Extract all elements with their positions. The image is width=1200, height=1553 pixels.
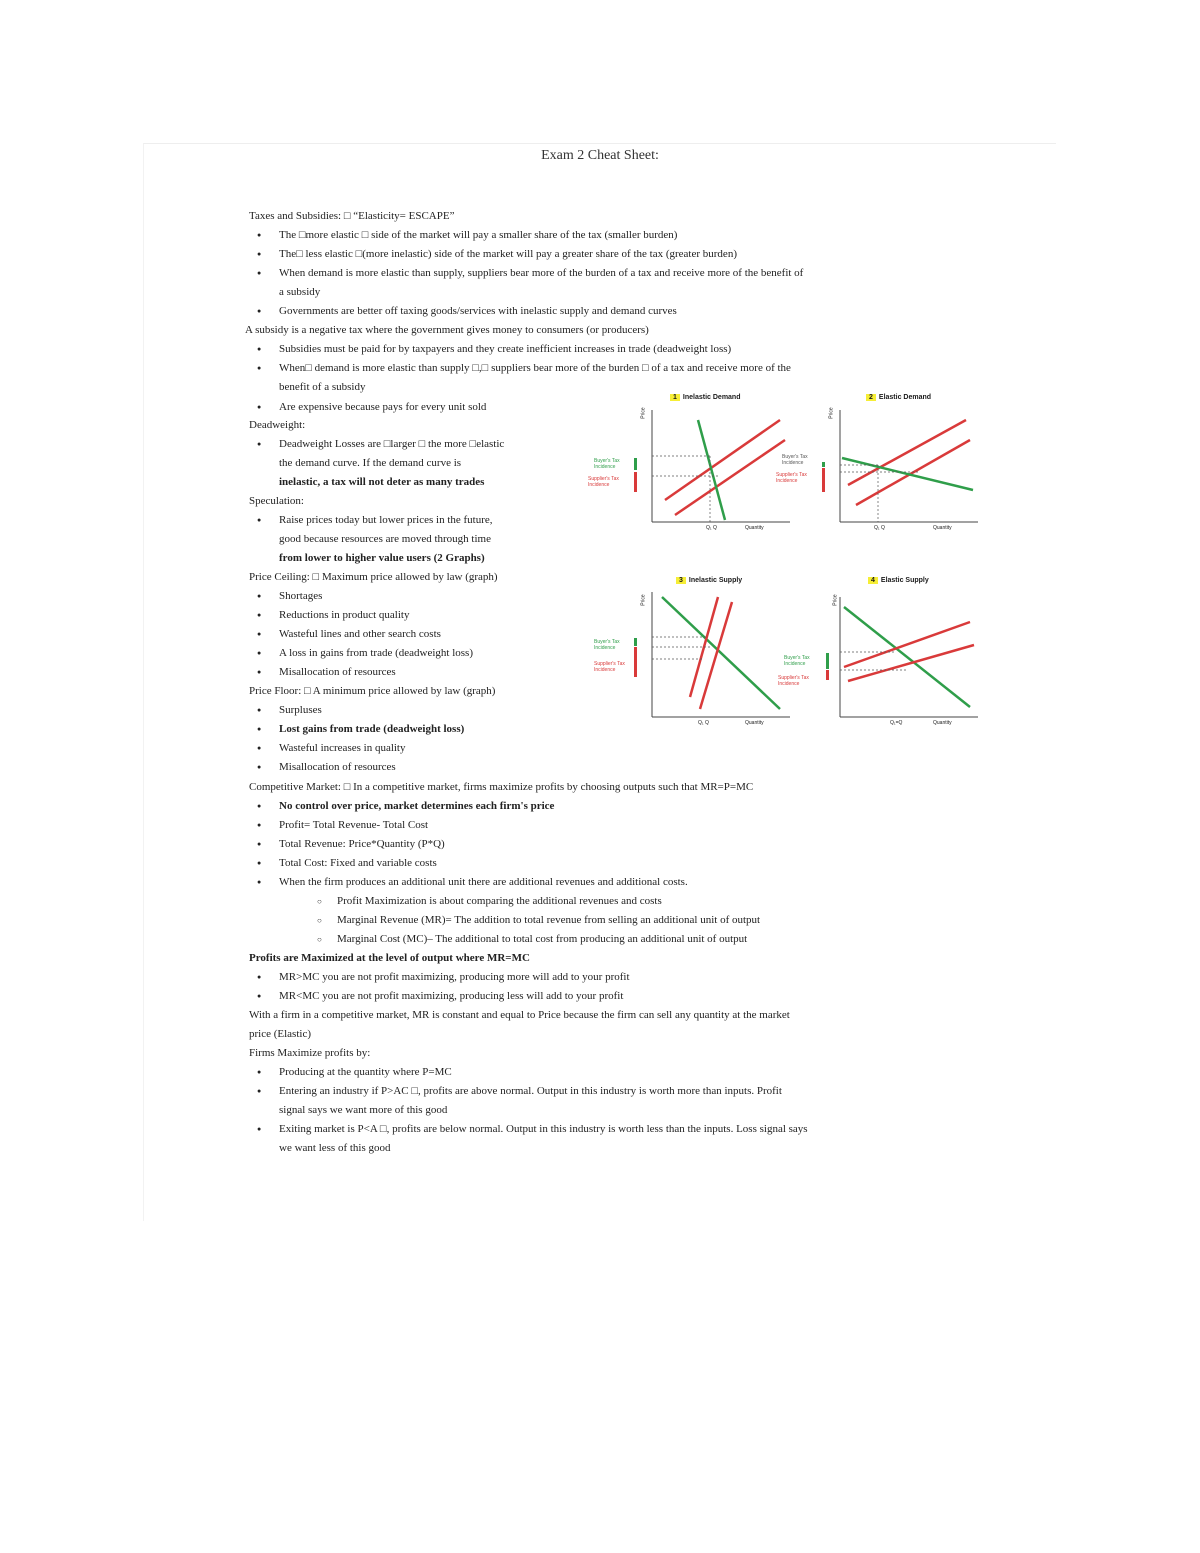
list-item: ● Total Cost: Fixed and variable costs	[279, 854, 437, 873]
supplier-tax-label: Supplier's Tax Incidence	[594, 661, 625, 673]
graph-title: Inelastic Demand	[682, 394, 741, 401]
list-item: ● Reductions in product quality	[279, 606, 409, 625]
graph-title: Inelastic Supply	[688, 577, 743, 584]
list-item: ● When demand is more elastic than supply, suppliers bear more of the burden of a tax and receive more of the benefit of	[279, 264, 803, 283]
quantity-marks: Q₁ Q	[698, 720, 709, 726]
list-item: ● Subsidies must be paid for by taxpayers and they create inefficient increases in trade (deadweight loss)	[279, 340, 731, 359]
quantity-marks: Q₁ Q	[706, 525, 717, 531]
x-axis-label: Quantity	[745, 525, 764, 531]
list-item: ● Producing at the quantity where P=MC	[279, 1063, 452, 1082]
paragraph: price (Elastic)	[249, 1028, 311, 1040]
list-item: ● No control over price, market determines each firm's price	[279, 797, 554, 816]
list-item: ● Deadweight Losses are □larger □ the more □elastic	[279, 435, 504, 454]
x-axis-label: Quantity	[745, 720, 764, 726]
supplier-tax-label: Supplier's Tax Incidence	[588, 476, 619, 488]
list-item-continued: inelastic, a tax will not deter as many trades	[279, 476, 485, 488]
section-heading: A subsidy is a negative tax where the government gives money to consumers (or producers)	[245, 324, 649, 336]
list-item: ● A loss in gains from trade (deadweight loss)	[279, 644, 473, 663]
graph-inelastic-demand	[590, 390, 800, 545]
graph-3-plot	[590, 577, 800, 727]
list-item-continued: good because resources are moved through time	[279, 533, 491, 545]
list-item: ● Lost gains from trade (deadweight loss)	[279, 720, 464, 739]
list-item: ● Wasteful lines and other search costs	[279, 625, 441, 644]
list-item-continued: the demand curve. If the demand curve is	[279, 457, 462, 469]
page-title: Exam 2 Cheat Sheet:	[541, 148, 659, 163]
list-item: ● The □more elastic □ side of the market will pay a smaller share of the tax (smaller burden)	[279, 226, 677, 245]
list-item-continued: signal says we want more of this good	[279, 1104, 448, 1116]
list-item: ● Misallocation of resources	[279, 663, 396, 682]
list-item: ● MR<MC you are not profit maximizing, producing less will add to your profit	[279, 987, 623, 1006]
list-item: ● Shortages	[279, 587, 322, 606]
y-axis-label: Price	[640, 407, 647, 419]
x-axis-label: Quantity	[933, 525, 952, 531]
sub-list-item: ○ Marginal Cost (MC)– The additional to total cost from producing an additional unit of output	[337, 930, 747, 949]
sub-list-item: ○ Profit Maximization is about comparing the additional revenues and costs	[337, 892, 662, 911]
x-axis-label: Quantity	[933, 720, 952, 726]
list-item-continued: we want less of this good	[279, 1142, 391, 1154]
list-item-continued: a subsidy	[279, 286, 321, 298]
section-heading: Taxes and Subsidies: □ “Elasticity= ESCAPE”	[249, 210, 455, 222]
supplier-tax-label: Supplier's Tax Incidence	[776, 472, 807, 484]
graph-title: Elastic Demand	[878, 394, 932, 401]
list-item-continued: benefit of a subsidy	[279, 381, 366, 393]
graph-number: 2	[866, 394, 876, 401]
list-item: ● Misallocation of resources	[279, 758, 396, 777]
graph-4-plot	[778, 577, 988, 727]
list-item: ● When the firm produces an additional unit there are additional revenues and additional costs.	[279, 873, 688, 892]
section-heading: Speculation:	[249, 495, 304, 507]
buyer-tax-label: Buyer's Tax Incidence	[594, 639, 620, 651]
graph-elastic-demand	[778, 390, 988, 545]
graph-number: 1	[670, 394, 680, 401]
y-axis-label: Price	[828, 407, 835, 419]
graph-title: Elastic Supply	[880, 577, 929, 584]
list-item: ● Entering an industry if P>AC □, profits are above normal. Output in this industry is worth more than inputs. Profit	[279, 1082, 782, 1101]
list-item: ● Exiting market is P<A □, profits are below normal. Output in this industry is worth less than the inputs. Loss signal says	[279, 1120, 808, 1139]
y-axis-label: Price	[832, 594, 839, 606]
list-item: ● Raise prices today but lower prices in the future,	[279, 511, 493, 530]
quantity-marks: Q₁ Q	[874, 525, 885, 531]
y-axis-label: Price	[640, 594, 647, 606]
section-heading: Price Floor: □ A minimum price allowed by law (graph)	[249, 685, 496, 697]
graph-elastic-supply	[778, 577, 988, 732]
supplier-tax-label: Supplier's Tax Incidence	[778, 675, 809, 687]
list-item: ● When□ demand is more elastic than supply □,□ suppliers bear more of the burden □ of a tax and receive more of the	[279, 359, 791, 378]
buyer-tax-label: Buyer's Tax Incidence	[594, 458, 620, 470]
list-item: ● MR>MC you are not profit maximizing, producing more will add to your profit	[279, 968, 630, 987]
list-item: ● The□ less elastic □(more inelastic) side of the market will pay a greater share of the tax (greater burden)	[279, 245, 737, 264]
list-item: ● Surpluses	[279, 701, 322, 720]
list-item: ● Total Revenue: Price*Quantity (P*Q)	[279, 835, 445, 854]
list-item-continued: from lower to higher value users (2 Graphs)	[279, 552, 485, 564]
sub-list-item: ○ Marginal Revenue (MR)= The addition to total revenue from selling an additional unit of output	[337, 911, 760, 930]
list-item: ● Profit= Total Revenue- Total Cost	[279, 816, 428, 835]
section-heading: Competitive Market: □ In a competitive market, firms maximize profits by choosing outputs such that MR=P=MC	[249, 781, 754, 793]
section-heading: Profits are Maximized at the level of output where MR=MC	[249, 952, 530, 964]
list-item: ● Governments are better off taxing goods/services with inelastic supply and demand curves	[279, 302, 677, 321]
section-heading: Deadweight:	[249, 419, 306, 431]
quantity-marks: Q₁=Q	[890, 720, 903, 726]
section-heading: Price Ceiling: □ Maximum price allowed by law (graph)	[249, 571, 498, 583]
list-item: ● Are expensive because pays for every unit sold	[279, 398, 486, 417]
list-item: ● Wasteful increases in quality	[279, 739, 406, 758]
section-heading: Firms Maximize profits by:	[249, 1047, 371, 1059]
buyer-tax-label: Buyer's Tax Incidence	[784, 655, 810, 667]
graph-number: 3	[676, 577, 686, 584]
graph-inelastic-supply	[590, 577, 800, 732]
buyer-tax-label: Buyer's Tax Incidence	[782, 454, 808, 466]
graph-number: 4	[868, 577, 878, 584]
paragraph: With a firm in a competitive market, MR is constant and equal to Price because the firm can sell any quantity at the market	[249, 1009, 790, 1021]
